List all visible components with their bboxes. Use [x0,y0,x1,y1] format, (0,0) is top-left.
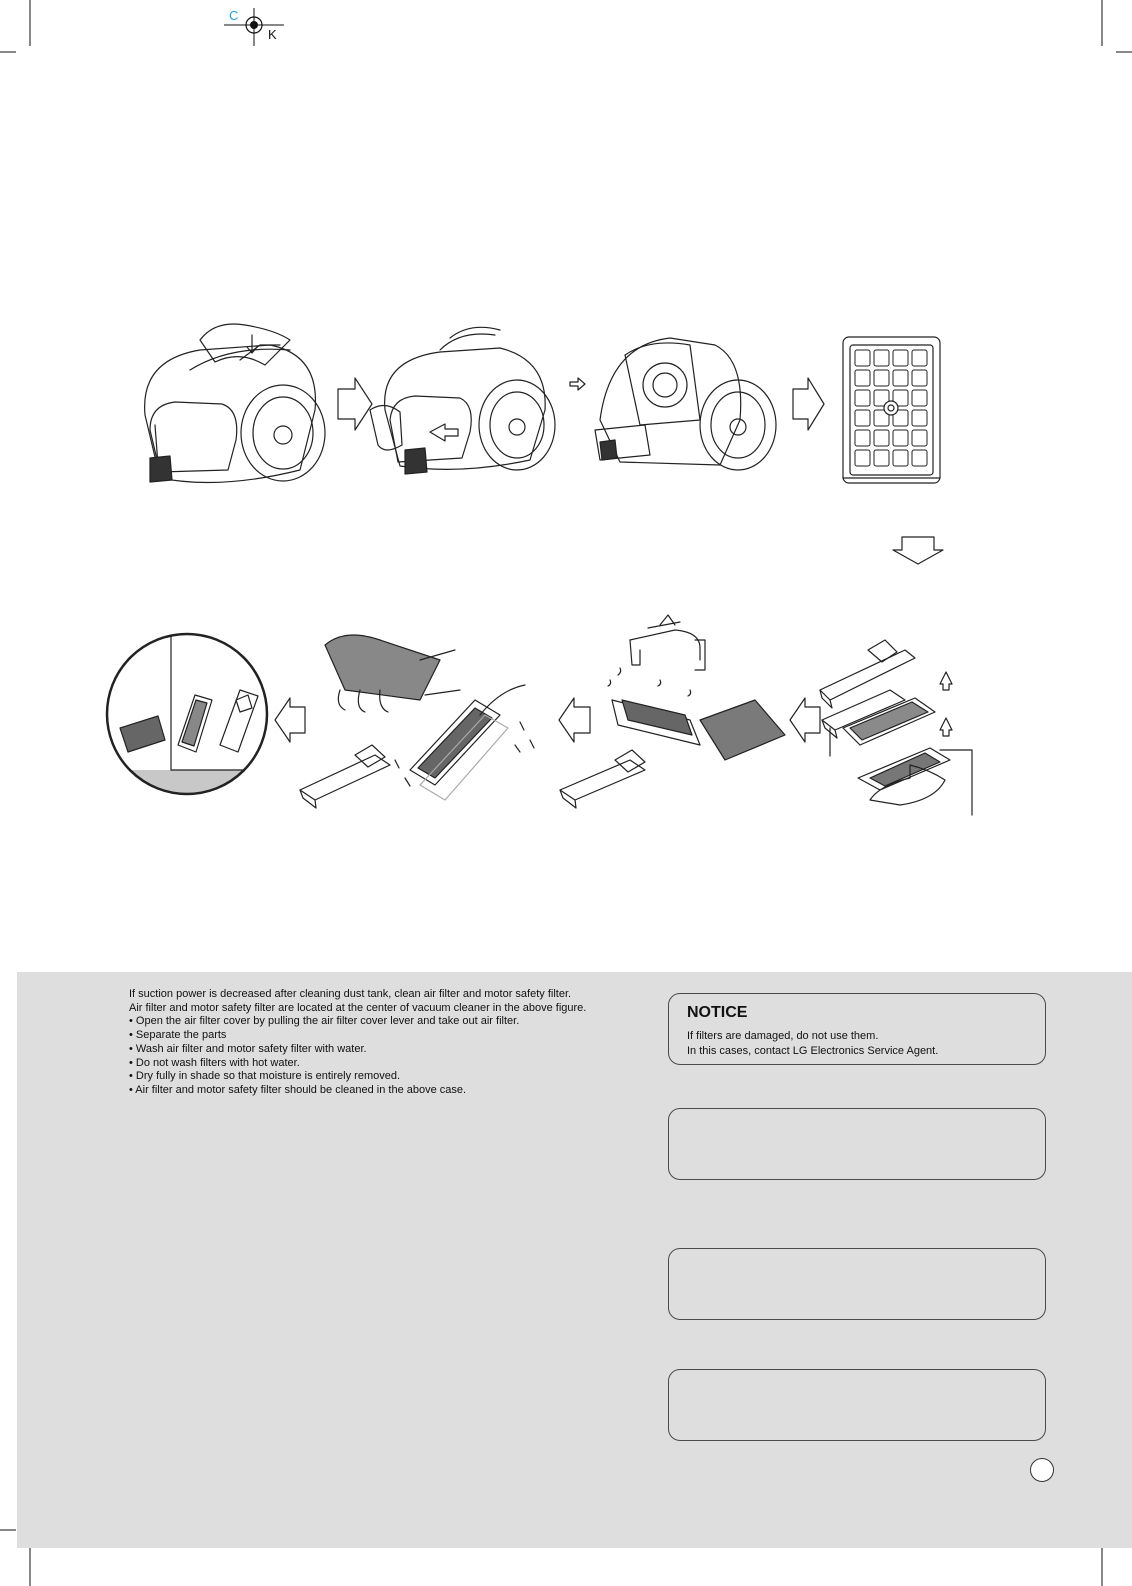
empty-box-3 [668,1369,1046,1441]
page-number-circle [1030,1458,1054,1482]
empty-box-2 [668,1248,1046,1320]
arrow-right-icon [338,378,372,430]
arrow-down-icon [893,537,943,564]
instructions-intro-1: If suction power is decreased after cleaning dust tank, clean air filter and motor safety filter. [129,988,572,1000]
instructions-bullet: • Wash air filter and motor safety filter with water. [129,1042,367,1055]
drying-filter [300,635,534,808]
instructions-intro-2: Air filter and motor safety filter are located at the center of vacuum cleaner in the above figure. [129,1001,587,1014]
air-filter-grid [843,337,940,483]
notice-line-1: If filters are damaged, do not use them. [687,1030,879,1042]
arrow-left-icon [570,378,585,390]
empty-box-1 [668,1108,1046,1180]
vacuum-step-2 [370,327,555,474]
notice-box [668,993,1046,1065]
arrow-left-icon [275,698,305,742]
arrow-left-icon [559,698,590,742]
instructions-bullet: • Do not wash filters with hot water. [129,1056,300,1069]
vacuum-step-3 [595,338,776,470]
filter-parts-detail-circle [105,634,275,800]
vacuum-step-1 [145,324,325,483]
notice-title: NOTICE [687,1004,748,1021]
filter-parts-separated [820,640,972,815]
instructions-bullet: • Air filter and motor safety filter should be cleaned in the above case. [129,1083,467,1096]
notice-line-2: In this cases, contact LG Electronics Service Agent. [687,1045,939,1057]
registration-c-label: C [229,8,239,23]
washing-filter-under-faucet [560,615,785,808]
registration-k-label: K [268,27,277,42]
instructions-bullet: • Dry fully in shade so that moisture is entirely removed. [129,1070,401,1083]
instructions-text [129,988,649,1098]
arrow-up-icon [940,718,952,736]
arrow-up-icon [940,672,952,690]
arrow-left-icon [790,698,820,742]
instructions-bullet: • Separate the parts [129,1029,227,1042]
instructions-bullet: • Open the air filter cover by pulling the air filter cover lever and take out air filter. [129,1015,520,1028]
arrow-right-icon [793,378,824,430]
